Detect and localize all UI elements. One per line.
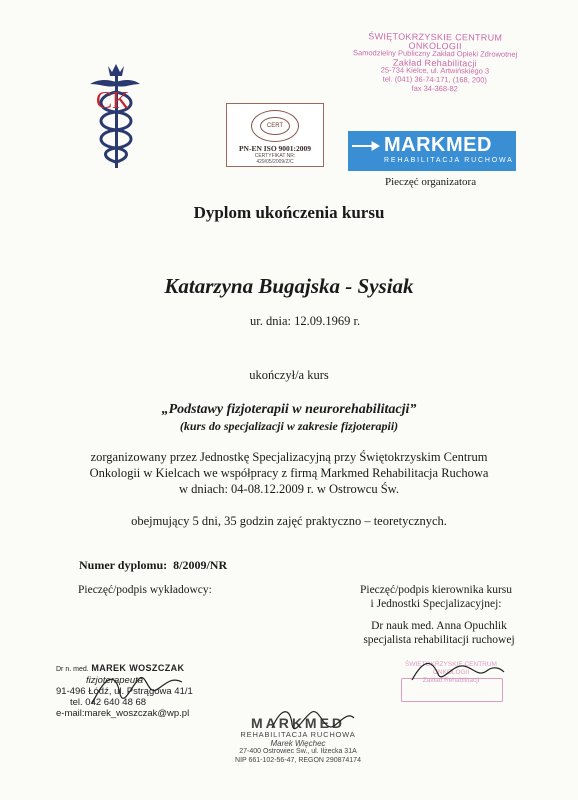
iso-certificate-logo	[226, 103, 324, 167]
arrow-icon	[352, 141, 380, 151]
head-signature-block	[351, 619, 527, 647]
birth-date: ur. dnia: 12.09.1969 r.	[250, 314, 361, 328]
organizer-line-2: Onkologii w Kielcach we współpracy z firmą Markmed Rehabilitacja Ruchowa	[89, 466, 489, 480]
lecturer-caption: Pieczęć/podpis wykładowcy:	[78, 584, 212, 596]
cert-number: CERTYFIKAT NR: 429/05/2009/Z/C	[254, 153, 296, 165]
markmed-stamp: MARKMED REHABILITACJA RUCHOWA Marek Więchec 27-400 Ostrowiec Św., ul. Iłżecka 31A NIP 661-102-56-47, REGON 290874174	[235, 715, 361, 764]
oncology-center-stamp: ŚWIĘTOKRZYSKIE CENTRUM ONKOLOGII Samodzielny Publiczny Zakład Opieki Zdrowotnej Zakład Rehabilitacji 25-734 Kielce, ul. Artwińskiego 3 tel. (041) 36-74-171, (168, 200) fax 34-368-82	[352, 31, 518, 93]
oncology-rehab-stamp: ŚWIĘTOKRZYSKIE CENTRUM ONKOLOGII Zakład Rehabilitacji	[393, 661, 509, 701]
course-dates: w dniach: 04-08.12.2009 r. w Ostrowcu Św.	[178, 482, 399, 496]
lecturer-stamp: Dr n. med. MAREK WOSZCZAK fizjoterapeuta 91-496 Łódź, ul. Pstrągowa 41/1 tel. 042 640 48 68 e-mail:marek_woszczak@wp.pl	[56, 663, 193, 719]
recipient-name: Katarzyna Bugajska - Sysiak	[164, 274, 414, 298]
organizer-line-1: zorganizowany przez Jednostkę Specjalizacyjną przy Świętokrzyskim Centrum	[90, 450, 488, 464]
svg-text:CK: CK	[96, 88, 130, 114]
diploma-title: Dyplom ukończenia kursu	[193, 203, 385, 222]
diploma-number: Numer dyplomu: 8/2009/NR	[79, 558, 228, 572]
head-signature	[408, 652, 508, 692]
cert-mark: CERT	[260, 117, 290, 135]
head-title: specjalista rehabilitacji ruchowej	[363, 634, 515, 646]
head-caption: Pieczęć/podpis kierownika kursu i Jednostki Specjalizacyjnej:	[359, 584, 512, 610]
head-name: Dr nauk med. Anna Opuchlik	[371, 620, 507, 632]
markmed-logo: MARKMED REHABILITACJA RUCHOWA	[348, 131, 516, 171]
lecturer-signature	[86, 664, 196, 714]
completed-label: ukończył/a kurs	[249, 368, 329, 382]
caduceus-icon	[86, 62, 142, 174]
organizer-caption: Pieczęć organizatora	[385, 176, 477, 188]
course-scope: obejmujący 5 dni, 35 godzin zajęć praktyczno – teoretycznych.	[131, 514, 447, 528]
course-title: „Podstawy fizjoterapii w neurorehabilitacji”	[161, 402, 417, 417]
cert-standard: PN-EN ISO 9001:2009	[238, 144, 312, 153]
course-subtitle: (kurs do specjalizacji w zakresie fizjoterapii)	[179, 419, 399, 433]
markmed-signature	[268, 698, 358, 748]
ck-logo	[86, 62, 142, 174]
